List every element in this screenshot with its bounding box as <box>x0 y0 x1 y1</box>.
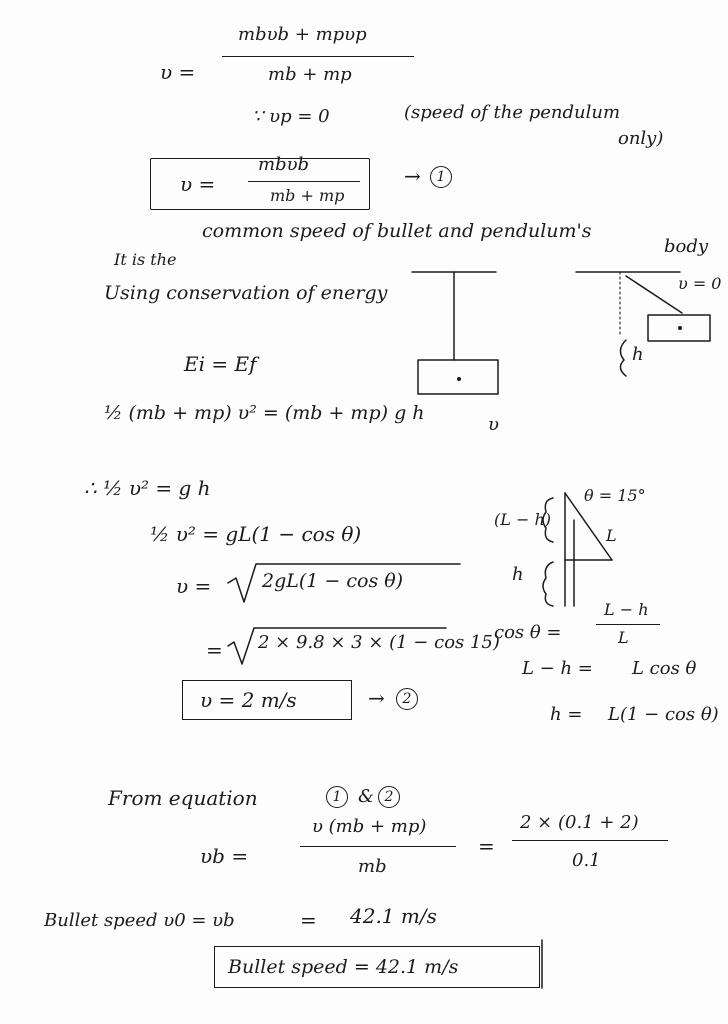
therefore-line: ∴ ½ υ² = g h <box>84 476 211 500</box>
vb-denominator: mb <box>358 856 387 877</box>
ei-ef: Ei = Ef <box>184 352 257 376</box>
vb-lhs: υb = <box>200 844 249 868</box>
height-brace <box>620 340 626 376</box>
eq1-numerator: mbυb + mpυp <box>238 24 367 45</box>
vb-eq: = <box>478 834 495 858</box>
cos-lhs: cos θ = <box>494 622 562 643</box>
cos-denominator: L <box>618 628 629 647</box>
v-small: υ <box>488 414 499 435</box>
final-answer-text: Bullet speed = 42.1 m/s <box>228 956 459 978</box>
eq1-fraction-bar <box>222 56 414 57</box>
vb-numerator: υ (mb + mp) <box>312 816 427 837</box>
arrow-2: → <box>368 686 385 710</box>
box1-numerator: mbυb <box>258 154 310 175</box>
label-v-zero: υ = 0 <box>678 274 722 293</box>
step-3-lhs: υ = <box>176 574 212 598</box>
vb-numerator-2: 2 × (0.1 + 2) <box>520 812 639 833</box>
bullet-speed-eq: = <box>300 908 317 932</box>
step-4-eq: = <box>206 638 223 662</box>
vb-fraction-bar-2 <box>512 840 668 841</box>
box1-v: υ = <box>180 172 216 196</box>
bullet-speed-value: 42.1 m/s <box>350 904 437 928</box>
arrow-1: → <box>404 164 421 188</box>
triangle-label-lh: (L − h) <box>494 510 551 529</box>
label-height: h <box>632 344 644 365</box>
box2-text: υ = 2 m/s <box>200 688 297 712</box>
bullet-speed-text: Bullet speed υ0 = υb <box>44 910 235 931</box>
from-circle-2: 2 <box>378 786 400 808</box>
vb-denominator-2: 0.1 <box>572 850 601 871</box>
h-lhs: h = <box>550 704 583 725</box>
common-speed-prefix: It is the <box>114 250 177 269</box>
swung-string <box>626 276 682 313</box>
h-rhs: L(1 − cos θ) <box>608 704 719 725</box>
lh-lhs: L − h = <box>522 658 593 679</box>
triangle-label-theta: θ = 15° <box>584 486 646 505</box>
equation-circle-1: 1 <box>430 166 452 188</box>
lh-rhs: L cos θ <box>632 658 697 679</box>
eq1-denominator: mb + mp <box>268 64 352 85</box>
from-ampersand: & <box>358 786 375 807</box>
cos-numerator: L − h <box>604 600 649 619</box>
energy-equation: ½ (mb + mp) υ² = (mb + mp) g h <box>104 402 425 424</box>
triangle-label-h: h <box>512 564 524 585</box>
common-speed-body: body <box>664 236 709 257</box>
box1-denominator: mb + mp <box>270 186 345 205</box>
pendulum-block-dot <box>457 377 461 381</box>
brace-h <box>543 562 553 606</box>
swung-block-dot <box>678 326 682 330</box>
step-4-radicand: 2 × 9.8 × 3 × (1 − cos 15) <box>258 632 500 653</box>
vb-fraction-bar <box>300 846 456 847</box>
pendulum-block <box>418 360 498 394</box>
v-label: υ = <box>160 60 196 84</box>
box1-fraction-bar <box>248 181 360 182</box>
since-note-2: only) <box>618 128 664 149</box>
from-equation-text: From equation <box>108 786 258 810</box>
triangle-label-L: L <box>606 526 617 545</box>
from-circle-1: 1 <box>326 786 348 808</box>
energy-heading: Using conservation of energy <box>104 282 388 304</box>
common-speed-text: common speed of bullet and pendulum's <box>202 220 592 242</box>
cos-fraction-bar <box>596 624 660 625</box>
step-2: ½ υ² = gL(1 − cos θ) <box>150 522 362 546</box>
equation-circle-2: 2 <box>396 688 418 710</box>
since-line: ∵ υp = 0 <box>252 106 330 127</box>
since-note-1: (speed of the pendulum <box>404 102 621 123</box>
step-3-radicand: 2gL(1 − cos θ) <box>262 570 404 592</box>
